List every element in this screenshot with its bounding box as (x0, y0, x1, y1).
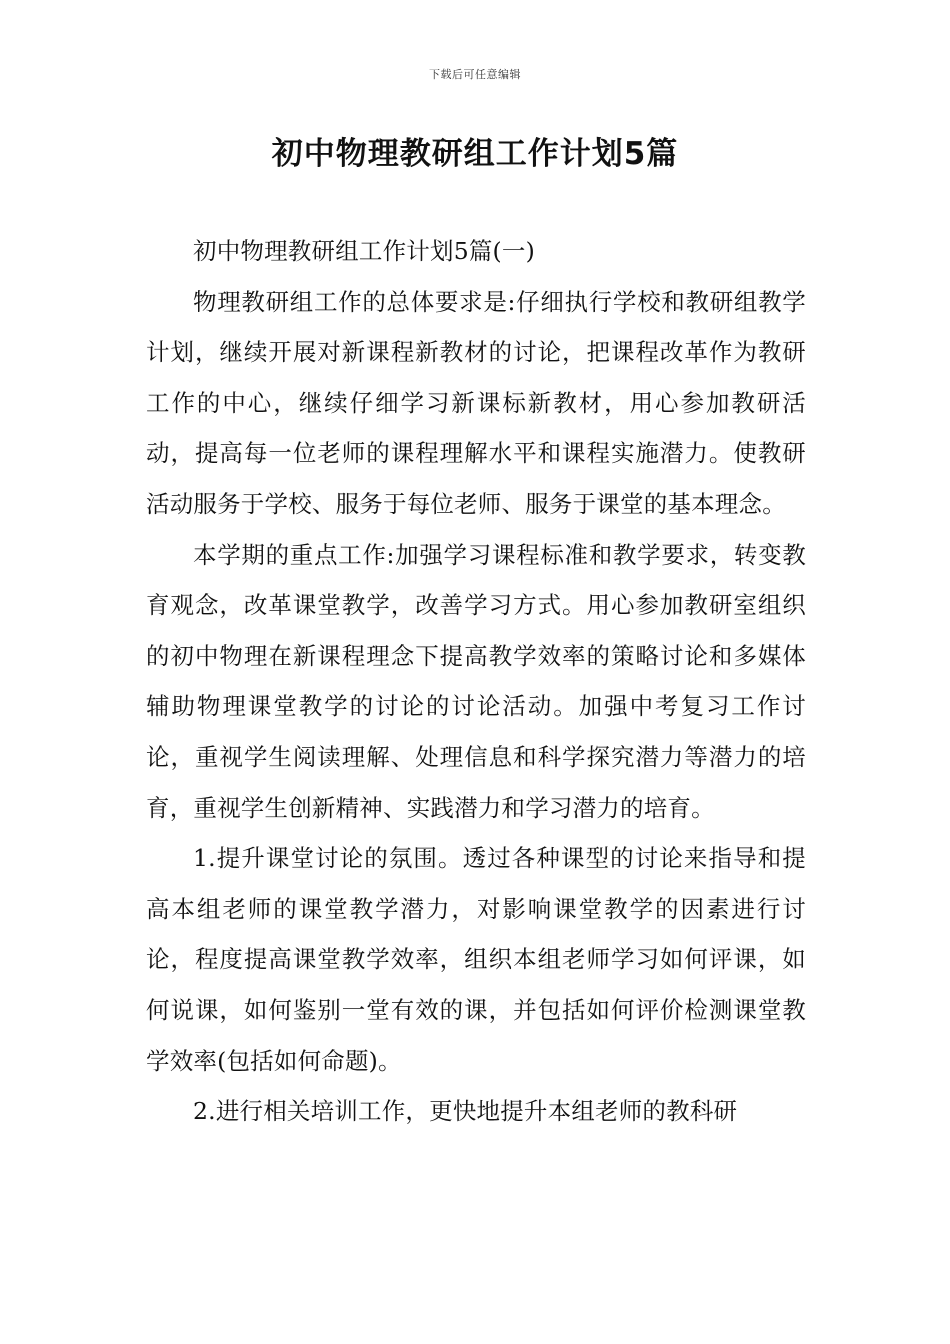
paragraph-key-work: 本学期的重点工作:加强学习课程标准和教学要求，转变教育观念，改革课堂教学，改善学习方式。用心参加教研室组织的初中物理在新课程理念下提高教学效率的策略讨论和多媒体辅助物理课堂教学的讨论的讨论活动。加强中考复习工作讨论，重视学生阅读理解、处理信息和科学探究潜力等潜力的培育，重视学生创新精神、实践潜力和学习潜力的培育。 (146, 540, 806, 822)
document-title: 初中物理教研组工作计划5篇 (271, 136, 679, 172)
paragraph-item-1: 1.提升课堂讨论的氛围。透过各种课型的讨论来指导和提高本组老师的课堂教学潜力，对影响课堂教学的因素进行讨论，程度提高课堂教学效率，组织本组老师学习如何评课，如何说课，如何鉴别一堂有效的课，并包括如何评价检测课堂教学效率(包括如何命题)。 (146, 844, 806, 1075)
section-heading: 初中物理教研组工作计划5篇(一) (193, 237, 535, 265)
header-note: 下载后可任意编辑 (429, 68, 521, 81)
paragraph-item-2: 2.进行相关培训工作，更快地提升本组老师的教科研 (193, 1097, 738, 1126)
document-body (146, 226, 806, 1137)
paragraph-overall-requirements: 物理教研组工作的总体要求是:仔细执行学校和教研组教学计划，继续开展对新课程新教材的讨论，把课程改革作为教研工作的中心，继续仔细学习新课标新教材，用心参加教研活动，提高每一位老师的课程理解水平和课程实施潜力。使教研活动服务于学校、服务于每位老师、服务于课堂的基本理念。 (146, 287, 806, 518)
